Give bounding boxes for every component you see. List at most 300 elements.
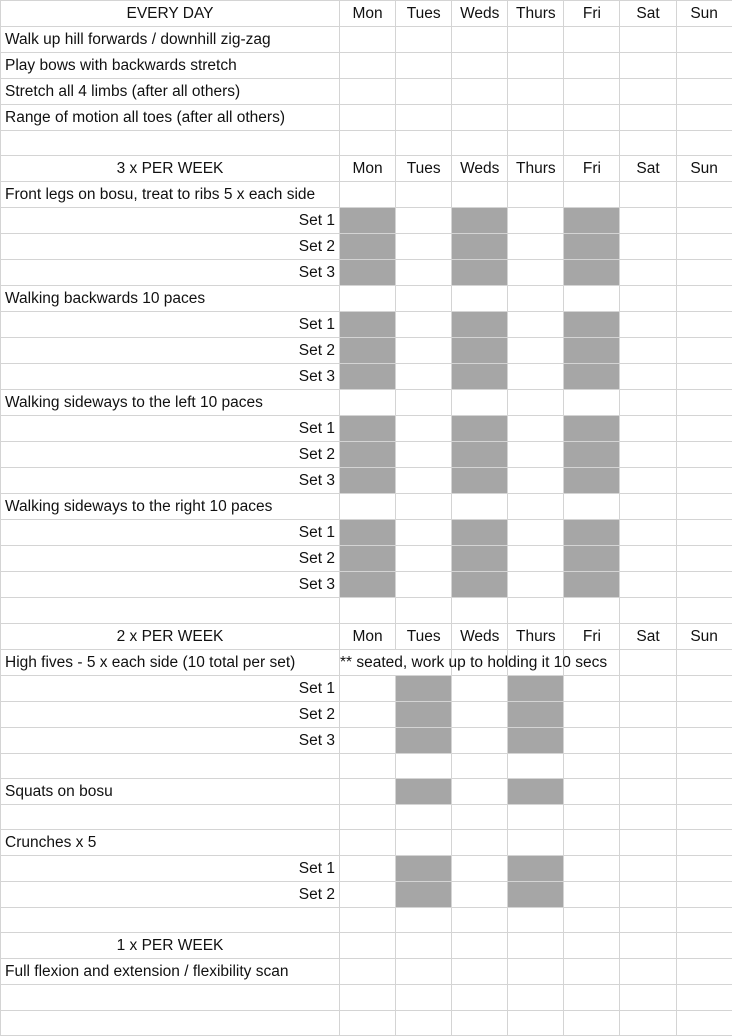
day-cell[interactable]: [676, 27, 732, 53]
day-cell[interactable]: [452, 856, 508, 882]
day-cell[interactable]: [620, 778, 676, 804]
exercise-label[interactable]: [1, 53, 340, 79]
day-cell[interactable]: [564, 882, 620, 908]
day-cell[interactable]: [564, 105, 620, 131]
day-cell[interactable]: [676, 546, 732, 572]
shaded-day-cell[interactable]: [340, 520, 396, 546]
section-header[interactable]: 1 x PER WEEK: [1, 933, 340, 959]
day-cell[interactable]: [620, 830, 676, 856]
day-cell[interactable]: [508, 830, 564, 856]
exercise-label[interactable]: [1, 390, 340, 416]
day-cell[interactable]: [396, 908, 452, 933]
day-cell[interactable]: [396, 312, 452, 338]
day-header-sat[interactable]: Sat: [620, 1, 676, 27]
day-cell[interactable]: [620, 546, 676, 572]
day-header-sat[interactable]: Sat: [620, 156, 676, 182]
day-cell[interactable]: [508, 908, 564, 933]
day-cell[interactable]: [508, 338, 564, 364]
day-cell[interactable]: [620, 338, 676, 364]
day-cell[interactable]: [340, 753, 396, 778]
shaded-day-cell[interactable]: [452, 572, 508, 598]
day-cell[interactable]: [620, 598, 676, 623]
label-cell[interactable]: [1, 985, 340, 1010]
day-cell[interactable]: [564, 933, 620, 959]
day-cell[interactable]: [676, 778, 732, 804]
day-cell[interactable]: [564, 79, 620, 105]
day-cell[interactable]: [396, 830, 452, 856]
exercise-label[interactable]: [1, 105, 340, 131]
day-cell[interactable]: [452, 778, 508, 804]
day-cell[interactable]: [620, 933, 676, 959]
shaded-day-cell[interactable]: [564, 260, 620, 286]
day-cell[interactable]: [564, 727, 620, 753]
day-cell[interactable]: [620, 27, 676, 53]
shaded-day-cell[interactable]: [508, 701, 564, 727]
day-cell[interactable]: [564, 131, 620, 156]
day-cell[interactable]: [564, 27, 620, 53]
day-cell[interactable]: [452, 804, 508, 829]
shaded-day-cell[interactable]: [564, 442, 620, 468]
day-cell[interactable]: [508, 234, 564, 260]
day-cell[interactable]: [676, 959, 732, 985]
day-cell[interactable]: [452, 1010, 508, 1035]
shaded-day-cell[interactable]: [564, 416, 620, 442]
day-cell[interactable]: [452, 182, 508, 208]
day-cell[interactable]: [508, 182, 564, 208]
day-header-mon[interactable]: Mon: [340, 1, 396, 27]
shaded-day-cell[interactable]: [564, 208, 620, 234]
day-cell[interactable]: [340, 53, 396, 79]
day-cell[interactable]: [676, 260, 732, 286]
day-cell[interactable]: [508, 312, 564, 338]
day-cell[interactable]: [340, 105, 396, 131]
shaded-day-cell[interactable]: [508, 727, 564, 753]
day-cell[interactable]: [508, 546, 564, 572]
shaded-day-cell[interactable]: [564, 338, 620, 364]
day-cell[interactable]: [676, 804, 732, 829]
day-cell[interactable]: [676, 364, 732, 390]
day-cell[interactable]: [396, 286, 452, 312]
day-cell[interactable]: [676, 520, 732, 546]
shaded-day-cell[interactable]: [508, 856, 564, 882]
shaded-day-cell[interactable]: [340, 572, 396, 598]
day-cell[interactable]: [396, 933, 452, 959]
day-cell[interactable]: [564, 598, 620, 623]
day-cell[interactable]: [340, 182, 396, 208]
day-cell[interactable]: [452, 494, 508, 520]
day-cell[interactable]: [620, 79, 676, 105]
day-cell[interactable]: [452, 105, 508, 131]
day-cell[interactable]: [564, 494, 620, 520]
set-label[interactable]: Set 3: [1, 468, 340, 494]
shaded-day-cell[interactable]: [452, 442, 508, 468]
day-cell[interactable]: [676, 53, 732, 79]
label-cell[interactable]: [1, 131, 340, 156]
day-cell[interactable]: [396, 985, 452, 1010]
day-cell[interactable]: [676, 208, 732, 234]
day-cell[interactable]: [564, 675, 620, 701]
day-cell[interactable]: [396, 959, 452, 985]
day-header-thurs[interactable]: Thurs: [508, 156, 564, 182]
day-cell[interactable]: [620, 286, 676, 312]
day-cell[interactable]: [340, 675, 396, 701]
set-label[interactable]: Set 3: [1, 364, 340, 390]
day-cell[interactable]: [676, 933, 732, 959]
day-cell[interactable]: [452, 675, 508, 701]
day-cell[interactable]: [396, 260, 452, 286]
day-cell[interactable]: [340, 598, 396, 623]
day-header-sun[interactable]: Sun: [676, 156, 732, 182]
day-cell[interactable]: [508, 494, 564, 520]
day-cell[interactable]: [508, 572, 564, 598]
day-cell[interactable]: [396, 520, 452, 546]
day-cell[interactable]: [396, 131, 452, 156]
exercise-label[interactable]: [1, 959, 340, 985]
day-header-fri[interactable]: Fri: [564, 1, 620, 27]
shaded-day-cell[interactable]: [340, 312, 396, 338]
day-cell[interactable]: [620, 260, 676, 286]
day-cell[interactable]: [508, 53, 564, 79]
day-cell[interactable]: [676, 312, 732, 338]
shaded-day-cell[interactable]: [452, 208, 508, 234]
shaded-day-cell[interactable]: [340, 468, 396, 494]
day-cell[interactable]: [340, 727, 396, 753]
day-cell[interactable]: [620, 675, 676, 701]
day-cell[interactable]: [452, 131, 508, 156]
label-cell[interactable]: [1, 753, 340, 778]
day-cell[interactable]: [676, 468, 732, 494]
day-cell[interactable]: [396, 778, 452, 804]
day-cell[interactable]: [340, 494, 396, 520]
shaded-day-cell[interactable]: [452, 520, 508, 546]
day-cell[interactable]: [564, 53, 620, 79]
day-cell[interactable]: [340, 804, 396, 829]
day-cell[interactable]: [620, 208, 676, 234]
day-cell[interactable]: [564, 908, 620, 933]
day-cell[interactable]: [564, 856, 620, 882]
day-cell[interactable]: [620, 520, 676, 546]
day-cell[interactable]: [620, 727, 676, 753]
day-header-fri[interactable]: Fri: [564, 156, 620, 182]
shaded-day-cell[interactable]: [340, 442, 396, 468]
day-cell[interactable]: [508, 520, 564, 546]
day-cell[interactable]: [676, 1010, 732, 1035]
exercise-note[interactable]: [340, 649, 396, 675]
day-cell[interactable]: [340, 882, 396, 908]
day-cell[interactable]: [564, 753, 620, 778]
day-cell[interactable]: [676, 649, 732, 675]
day-cell[interactable]: [620, 985, 676, 1010]
day-cell[interactable]: [340, 830, 396, 856]
day-cell[interactable]: [508, 985, 564, 1010]
day-cell[interactable]: [340, 131, 396, 156]
day-cell[interactable]: [396, 804, 452, 829]
shaded-day-cell[interactable]: [340, 338, 396, 364]
set-label[interactable]: Set 1: [1, 856, 340, 882]
day-cell[interactable]: [620, 494, 676, 520]
day-cell[interactable]: [508, 804, 564, 829]
day-cell[interactable]: [452, 701, 508, 727]
day-cell[interactable]: [508, 468, 564, 494]
day-cell[interactable]: [396, 338, 452, 364]
day-cell[interactable]: [676, 753, 732, 778]
day-cell[interactable]: [620, 572, 676, 598]
day-cell[interactable]: [564, 182, 620, 208]
shaded-day-cell[interactable]: [452, 234, 508, 260]
day-cell[interactable]: [620, 416, 676, 442]
day-cell[interactable]: [676, 985, 732, 1010]
shaded-day-cell[interactable]: [452, 416, 508, 442]
set-label[interactable]: Set 2: [1, 701, 340, 727]
day-cell[interactable]: [508, 208, 564, 234]
day-cell[interactable]: [508, 778, 564, 804]
day-cell[interactable]: [676, 830, 732, 856]
day-cell[interactable]: [396, 572, 452, 598]
day-header-fri[interactable]: Fri: [564, 623, 620, 649]
section-header[interactable]: 3 x PER WEEK: [1, 156, 340, 182]
day-cell[interactable]: [396, 468, 452, 494]
day-cell[interactable]: [508, 105, 564, 131]
day-cell[interactable]: [564, 959, 620, 985]
exercise-label[interactable]: [1, 649, 340, 675]
day-cell[interactable]: [396, 53, 452, 79]
day-cell[interactable]: [340, 908, 396, 933]
day-cell[interactable]: [452, 908, 508, 933]
shaded-day-cell[interactable]: [396, 727, 452, 753]
day-cell[interactable]: [396, 27, 452, 53]
day-cell[interactable]: [452, 53, 508, 79]
day-header-thurs[interactable]: Thurs: [508, 623, 564, 649]
set-label[interactable]: Set 3: [1, 727, 340, 753]
day-cell[interactable]: [676, 598, 732, 623]
day-cell[interactable]: [452, 830, 508, 856]
day-cell[interactable]: [564, 390, 620, 416]
day-cell[interactable]: [452, 390, 508, 416]
day-cell[interactable]: [620, 442, 676, 468]
shaded-day-cell[interactable]: [340, 260, 396, 286]
day-cell[interactable]: [396, 416, 452, 442]
day-cell[interactable]: [396, 546, 452, 572]
day-cell[interactable]: [620, 908, 676, 933]
day-cell[interactable]: [452, 882, 508, 908]
day-cell[interactable]: [396, 208, 452, 234]
day-cell[interactable]: [396, 364, 452, 390]
label-cell[interactable]: [1, 804, 340, 829]
shaded-day-cell[interactable]: [564, 364, 620, 390]
day-cell[interactable]: [620, 959, 676, 985]
day-cell[interactable]: [564, 701, 620, 727]
day-cell[interactable]: [452, 79, 508, 105]
day-cell[interactable]: [508, 260, 564, 286]
exercise-label[interactable]: [1, 182, 340, 208]
day-cell[interactable]: [508, 286, 564, 312]
day-cell[interactable]: [396, 182, 452, 208]
day-cell[interactable]: [508, 390, 564, 416]
day-cell[interactable]: [340, 778, 396, 804]
day-header-tues[interactable]: Tues: [396, 1, 452, 27]
shaded-day-cell[interactable]: [340, 234, 396, 260]
day-cell[interactable]: [620, 105, 676, 131]
day-cell[interactable]: [676, 182, 732, 208]
day-cell[interactable]: [676, 572, 732, 598]
day-header-tues[interactable]: Tues: [396, 623, 452, 649]
label-cell[interactable]: [1, 1010, 340, 1035]
day-cell[interactable]: [452, 753, 508, 778]
day-cell[interactable]: [508, 364, 564, 390]
day-cell[interactable]: [564, 985, 620, 1010]
set-label[interactable]: Set 1: [1, 416, 340, 442]
day-cell[interactable]: [452, 727, 508, 753]
day-cell[interactable]: [676, 131, 732, 156]
day-cell[interactable]: [340, 985, 396, 1010]
day-cell[interactable]: [620, 364, 676, 390]
day-cell[interactable]: [396, 234, 452, 260]
shaded-day-cell[interactable]: [564, 546, 620, 572]
shaded-day-cell[interactable]: [396, 675, 452, 701]
day-cell[interactable]: [340, 1010, 396, 1035]
day-cell[interactable]: [508, 79, 564, 105]
day-cell[interactable]: [508, 598, 564, 623]
day-cell[interactable]: [508, 959, 564, 985]
day-cell[interactable]: [676, 79, 732, 105]
day-cell[interactable]: [340, 856, 396, 882]
day-header-thurs[interactable]: Thurs: [508, 1, 564, 27]
shaded-day-cell[interactable]: [564, 312, 620, 338]
exercise-label[interactable]: [1, 830, 340, 856]
shaded-day-cell[interactable]: [340, 546, 396, 572]
day-cell[interactable]: [340, 933, 396, 959]
day-header-sun[interactable]: Sun: [676, 623, 732, 649]
set-label[interactable]: Set 1: [1, 208, 340, 234]
set-label[interactable]: Set 2: [1, 442, 340, 468]
day-cell[interactable]: [508, 753, 564, 778]
day-cell[interactable]: [508, 416, 564, 442]
day-cell[interactable]: [340, 701, 396, 727]
shaded-day-cell[interactable]: [452, 312, 508, 338]
day-header-weds[interactable]: Weds: [452, 156, 508, 182]
day-cell[interactable]: [508, 131, 564, 156]
set-label[interactable]: Set 3: [1, 572, 340, 598]
section-header[interactable]: EVERY DAY: [1, 1, 340, 27]
day-header-mon[interactable]: Mon: [340, 623, 396, 649]
day-cell[interactable]: [508, 27, 564, 53]
day-cell[interactable]: [396, 598, 452, 623]
shaded-day-cell[interactable]: [564, 468, 620, 494]
day-cell[interactable]: [396, 79, 452, 105]
day-cell[interactable]: [676, 416, 732, 442]
shaded-day-cell[interactable]: [340, 364, 396, 390]
day-cell[interactable]: [452, 959, 508, 985]
day-cell[interactable]: [620, 390, 676, 416]
set-label[interactable]: Set 1: [1, 520, 340, 546]
day-header-weds[interactable]: Weds: [452, 1, 508, 27]
day-cell[interactable]: [396, 1010, 452, 1035]
day-cell[interactable]: [452, 598, 508, 623]
section-header[interactable]: 2 x PER WEEK: [1, 623, 340, 649]
day-cell[interactable]: [452, 286, 508, 312]
day-cell[interactable]: [620, 1010, 676, 1035]
day-cell[interactable]: [508, 442, 564, 468]
set-label[interactable]: Set 2: [1, 234, 340, 260]
day-header-tues[interactable]: Tues: [396, 156, 452, 182]
shaded-day-cell[interactable]: [564, 520, 620, 546]
shaded-day-cell[interactable]: [452, 468, 508, 494]
shaded-day-cell[interactable]: [396, 701, 452, 727]
day-cell[interactable]: [620, 701, 676, 727]
day-header-sat[interactable]: Sat: [620, 623, 676, 649]
day-cell[interactable]: [340, 390, 396, 416]
exercise-label[interactable]: [1, 79, 340, 105]
day-cell[interactable]: [676, 701, 732, 727]
set-label[interactable]: Set 1: [1, 312, 340, 338]
shaded-day-cell[interactable]: [564, 234, 620, 260]
day-cell[interactable]: [396, 105, 452, 131]
exercise-label[interactable]: [1, 286, 340, 312]
day-cell[interactable]: [452, 933, 508, 959]
set-label[interactable]: Set 2: [1, 338, 340, 364]
day-cell[interactable]: [340, 959, 396, 985]
day-cell[interactable]: [676, 286, 732, 312]
day-cell[interactable]: [620, 856, 676, 882]
day-cell[interactable]: [676, 727, 732, 753]
day-cell[interactable]: [676, 234, 732, 260]
exercise-label[interactable]: [1, 494, 340, 520]
set-label[interactable]: Set 1: [1, 675, 340, 701]
day-cell[interactable]: [620, 882, 676, 908]
shaded-day-cell[interactable]: [452, 338, 508, 364]
day-cell[interactable]: [676, 882, 732, 908]
day-cell[interactable]: [564, 1010, 620, 1035]
shaded-day-cell[interactable]: [452, 546, 508, 572]
day-cell[interactable]: [452, 27, 508, 53]
day-cell[interactable]: [508, 933, 564, 959]
day-cell[interactable]: [676, 338, 732, 364]
day-cell[interactable]: [676, 856, 732, 882]
day-cell[interactable]: [564, 804, 620, 829]
day-cell[interactable]: [676, 675, 732, 701]
day-cell[interactable]: [620, 53, 676, 79]
day-cell[interactable]: [340, 286, 396, 312]
day-cell[interactable]: [620, 804, 676, 829]
day-cell[interactable]: [564, 778, 620, 804]
day-cell[interactable]: [396, 442, 452, 468]
set-label[interactable]: Set 2: [1, 546, 340, 572]
day-cell[interactable]: [676, 494, 732, 520]
day-cell[interactable]: [676, 390, 732, 416]
set-label[interactable]: Set 3: [1, 260, 340, 286]
shaded-day-cell[interactable]: [508, 882, 564, 908]
day-cell[interactable]: [676, 908, 732, 933]
day-cell[interactable]: [340, 79, 396, 105]
day-cell[interactable]: [676, 105, 732, 131]
day-cell[interactable]: [620, 182, 676, 208]
day-header-mon[interactable]: Mon: [340, 156, 396, 182]
day-cell[interactable]: [620, 468, 676, 494]
day-cell[interactable]: [564, 830, 620, 856]
day-cell[interactable]: [620, 649, 676, 675]
day-cell[interactable]: [564, 286, 620, 312]
day-cell[interactable]: [396, 390, 452, 416]
exercise-label[interactable]: [1, 27, 340, 53]
day-header-weds[interactable]: Weds: [452, 623, 508, 649]
shaded-day-cell[interactable]: [396, 856, 452, 882]
shaded-day-cell[interactable]: [452, 364, 508, 390]
set-label[interactable]: Set 2: [1, 882, 340, 908]
day-cell[interactable]: [620, 131, 676, 156]
shaded-day-cell[interactable]: [564, 572, 620, 598]
day-cell[interactable]: [676, 442, 732, 468]
shaded-day-cell[interactable]: [340, 416, 396, 442]
